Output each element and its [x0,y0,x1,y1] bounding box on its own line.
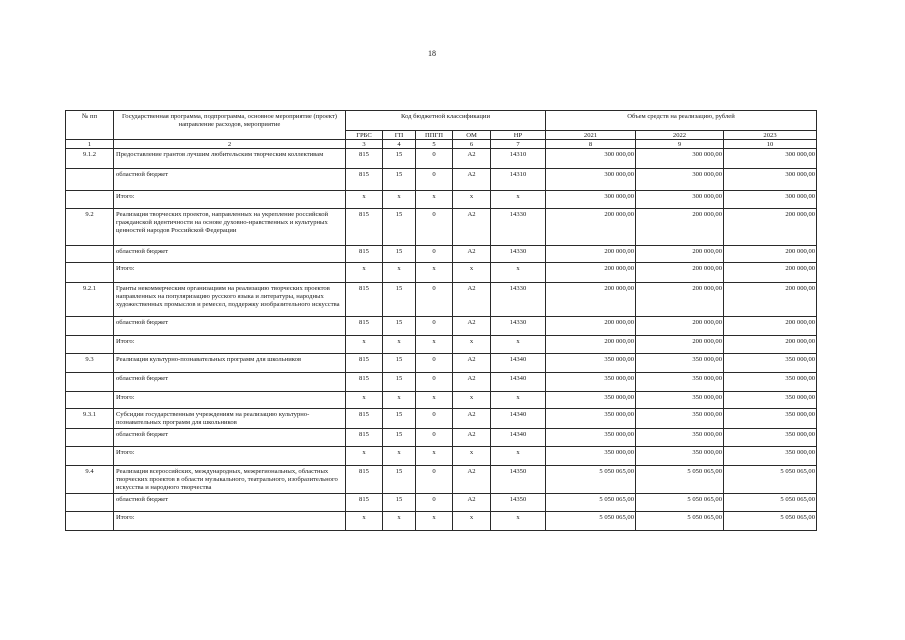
row-number: 9.2 [66,209,114,246]
amount-2021: 300 000,00 [546,149,636,169]
row-name: Гранты некоммерческим организациям на реализацию творческих проектов направленных на популяризацию русского языка и литературы, народных художественных промыслов и ремесел, поддержку изобразительного искусства [114,283,346,317]
header-code-group: Код бюджетной классификации [346,111,546,131]
code-gp: х [383,336,416,354]
column-number: 7 [491,140,546,149]
code-om: А2 [453,317,491,336]
column-number: 8 [546,140,636,149]
code-nr: 14350 [491,494,546,512]
code-nr: х [491,447,546,466]
amount-2021: 200 000,00 [546,283,636,317]
row-number [66,336,114,354]
header-grbs: ГРБС [346,131,383,140]
header-nr: НР [491,131,546,140]
amount-2021: 200 000,00 [546,209,636,246]
page-number: 18 [428,49,436,58]
code-nr: х [491,263,546,283]
column-number: 5 [416,140,453,149]
column-number: 6 [453,140,491,149]
code-nr: 14340 [491,354,546,373]
code-ppgp: х [416,191,453,209]
code-gp: х [383,392,416,409]
table-row [66,191,817,209]
amount-2022: 300 000,00 [636,149,724,169]
table-row [66,494,817,512]
row-number: 9.4 [66,466,114,494]
code-nr: 14330 [491,246,546,263]
code-om: х [453,336,491,354]
code-om: х [453,447,491,466]
code-ppgp: 0 [416,373,453,392]
code-nr: х [491,512,546,531]
code-om: х [453,512,491,531]
amount-2021: 5 050 065,00 [546,466,636,494]
amount-2022: 300 000,00 [636,191,724,209]
code-nr: х [491,191,546,209]
amount-2023: 200 000,00 [724,246,817,263]
code-om: х [453,392,491,409]
code-gp: х [383,512,416,531]
code-ppgp: 0 [416,409,453,429]
code-om: А2 [453,169,491,191]
code-om: А2 [453,466,491,494]
code-gp: 15 [383,317,416,336]
code-nr: 14330 [491,283,546,317]
code-om: А2 [453,409,491,429]
row-name: областной бюджет [114,429,346,447]
amount-2021: 200 000,00 [546,336,636,354]
amount-2022: 200 000,00 [636,336,724,354]
table-row [66,246,817,263]
amount-2022: 5 050 065,00 [636,494,724,512]
code-ppgp: х [416,336,453,354]
row-name: Итого: [114,447,346,466]
amount-2023: 200 000,00 [724,209,817,246]
row-name: Итого: [114,392,346,409]
table-row [66,317,817,336]
row-name: областной бюджет [114,494,346,512]
header-name: Государственная программа, подпрограмма, основное мероприятие (проект) направление расходов, мероприятие [114,111,346,140]
code-ppgp: 0 [416,283,453,317]
header-2022: 2022 [636,131,724,140]
amount-2023: 200 000,00 [724,336,817,354]
code-ppgp: 0 [416,354,453,373]
code-nr: 14310 [491,149,546,169]
amount-2021: 300 000,00 [546,191,636,209]
amount-2023: 5 050 065,00 [724,466,817,494]
code-om: А2 [453,494,491,512]
row-name: Итого: [114,263,346,283]
code-gp: 15 [383,169,416,191]
row-number [66,263,114,283]
table-row [66,336,817,354]
amount-2021: 350 000,00 [546,373,636,392]
row-name: областной бюджет [114,317,346,336]
amount-2022: 5 050 065,00 [636,512,724,531]
amount-2022: 350 000,00 [636,409,724,429]
amount-2021: 5 050 065,00 [546,512,636,531]
amount-2021: 350 000,00 [546,409,636,429]
code-gp: х [383,447,416,466]
code-om: А2 [453,354,491,373]
row-number [66,494,114,512]
row-number: 9.3.1 [66,409,114,429]
code-nr: 14340 [491,409,546,429]
row-name: областной бюджет [114,246,346,263]
table-row [66,429,817,447]
code-ppgp: х [416,512,453,531]
table-row [66,512,817,531]
code-ppgp: 0 [416,246,453,263]
amount-2021: 350 000,00 [546,429,636,447]
code-grbs: х [346,392,383,409]
code-gp: х [383,191,416,209]
code-grbs: 815 [346,283,383,317]
amount-2022: 350 000,00 [636,354,724,373]
code-gp: 15 [383,429,416,447]
amount-2022: 200 000,00 [636,317,724,336]
code-grbs: 815 [346,409,383,429]
code-gp: 15 [383,409,416,429]
amount-2022: 350 000,00 [636,373,724,392]
code-ppgp: 0 [416,317,453,336]
amount-2023: 200 000,00 [724,283,817,317]
code-grbs: х [346,191,383,209]
code-om: А2 [453,246,491,263]
code-nr: 14330 [491,209,546,246]
amount-2023: 350 000,00 [724,354,817,373]
table-row [66,409,817,429]
code-nr: х [491,336,546,354]
code-grbs: х [346,512,383,531]
code-grbs: 815 [346,466,383,494]
amount-2021: 200 000,00 [546,246,636,263]
header-amount-group: Объем средств на реализацию, рублей [546,111,817,131]
code-gp: 15 [383,373,416,392]
code-gp: 15 [383,209,416,246]
amount-2023: 300 000,00 [724,149,817,169]
row-name: Реализация творческих проектов, направленных на укрепление российской гражданской идентичности на основе духовно-нравственных и культурных ценностей народов Российской Федерации [114,209,346,246]
code-ppgp: 0 [416,149,453,169]
code-gp: 15 [383,494,416,512]
amount-2021: 300 000,00 [546,169,636,191]
amount-2022: 200 000,00 [636,263,724,283]
code-ppgp: х [416,392,453,409]
code-ppgp: х [416,263,453,283]
table-row [66,392,817,409]
row-name: Предоставление грантов лучшим любительским творческим коллективам [114,149,346,169]
code-gp: 15 [383,149,416,169]
code-om: А2 [453,429,491,447]
amount-2021: 200 000,00 [546,263,636,283]
table-row [66,283,817,317]
code-gp: 15 [383,283,416,317]
row-name: Итого: [114,191,346,209]
code-ppgp: 0 [416,429,453,447]
header-num: № пп [66,111,114,140]
row-number: 9.3 [66,354,114,373]
code-gp: 15 [383,246,416,263]
row-name: областной бюджет [114,373,346,392]
amount-2023: 350 000,00 [724,447,817,466]
header-ppgp: ППГП [416,131,453,140]
code-grbs: 815 [346,373,383,392]
row-number [66,429,114,447]
code-grbs: 815 [346,246,383,263]
code-grbs: 815 [346,429,383,447]
code-grbs: 815 [346,149,383,169]
code-ppgp: х [416,447,453,466]
row-number [66,246,114,263]
code-om: А2 [453,149,491,169]
column-number: 2 [114,140,346,149]
row-number [66,512,114,531]
header-2021: 2021 [546,131,636,140]
table-row [66,466,817,494]
row-number [66,191,114,209]
code-om: А2 [453,209,491,246]
table-row [66,354,817,373]
code-om: х [453,263,491,283]
amount-2022: 350 000,00 [636,392,724,409]
code-grbs: х [346,336,383,354]
amount-2023: 350 000,00 [724,392,817,409]
column-number: 4 [383,140,416,149]
code-nr: 14310 [491,169,546,191]
code-grbs: 815 [346,317,383,336]
row-number [66,392,114,409]
column-number: 9 [636,140,724,149]
row-number: 9.1.2 [66,149,114,169]
row-number [66,317,114,336]
code-grbs: 815 [346,494,383,512]
amount-2023: 350 000,00 [724,409,817,429]
row-number [66,169,114,191]
code-nr: 14340 [491,429,546,447]
amount-2023: 300 000,00 [724,191,817,209]
code-gp: 15 [383,354,416,373]
code-om: х [453,191,491,209]
code-om: А2 [453,283,491,317]
amount-2023: 300 000,00 [724,169,817,191]
amount-2023: 350 000,00 [724,429,817,447]
code-grbs: 815 [346,169,383,191]
code-om: А2 [453,373,491,392]
code-ppgp: 0 [416,209,453,246]
amount-2022: 350 000,00 [636,429,724,447]
amount-2023: 200 000,00 [724,317,817,336]
code-gp: 15 [383,466,416,494]
code-grbs: 815 [346,354,383,373]
amount-2021: 350 000,00 [546,354,636,373]
row-name: Реализация культурно-познавательных программ для школьников [114,354,346,373]
amount-2022: 300 000,00 [636,169,724,191]
code-nr: х [491,392,546,409]
table-row [66,373,817,392]
amount-2023: 5 050 065,00 [724,494,817,512]
code-ppgp: 0 [416,169,453,191]
code-grbs: 815 [346,209,383,246]
code-ppgp: 0 [416,494,453,512]
header-row [66,111,817,131]
row-name: Субсидии государственным учреждениям на реализацию культурно-познавательных программ для школьников [114,409,346,429]
budget-table [65,110,817,531]
table-row [66,169,817,191]
amount-2022: 200 000,00 [636,209,724,246]
column-number: 3 [346,140,383,149]
amount-2021: 350 000,00 [546,392,636,409]
code-ppgp: 0 [416,466,453,494]
amount-2023: 5 050 065,00 [724,512,817,531]
amount-2021: 200 000,00 [546,317,636,336]
header-2023: 2023 [724,131,817,140]
row-name: Итого: [114,336,346,354]
header-gp: ГП [383,131,416,140]
amount-2021: 350 000,00 [546,447,636,466]
header-om: ОМ [453,131,491,140]
table-row [66,209,817,246]
amount-2023: 200 000,00 [724,263,817,283]
code-gp: х [383,263,416,283]
amount-2022: 5 050 065,00 [636,466,724,494]
amount-2022: 200 000,00 [636,283,724,317]
amount-2023: 350 000,00 [724,373,817,392]
column-number-row [66,140,817,149]
row-number: 9.2.1 [66,283,114,317]
code-nr: 14350 [491,466,546,494]
code-grbs: х [346,263,383,283]
amount-2022: 350 000,00 [636,447,724,466]
code-nr: 14330 [491,317,546,336]
row-number [66,373,114,392]
code-nr: 14340 [491,373,546,392]
column-number: 10 [724,140,817,149]
code-grbs: х [346,447,383,466]
table-row [66,447,817,466]
row-name: Итого: [114,512,346,531]
row-number [66,447,114,466]
table-row [66,263,817,283]
amount-2022: 200 000,00 [636,246,724,263]
row-name: Реализация всероссийских, международных, межрегиональных, областных творческих проектов в области музыкального, театрального, изобразительного искусства и народного творчества [114,466,346,494]
row-name: областной бюджет [114,169,346,191]
column-number: 1 [66,140,114,149]
amount-2021: 5 050 065,00 [546,494,636,512]
table-row [66,149,817,169]
